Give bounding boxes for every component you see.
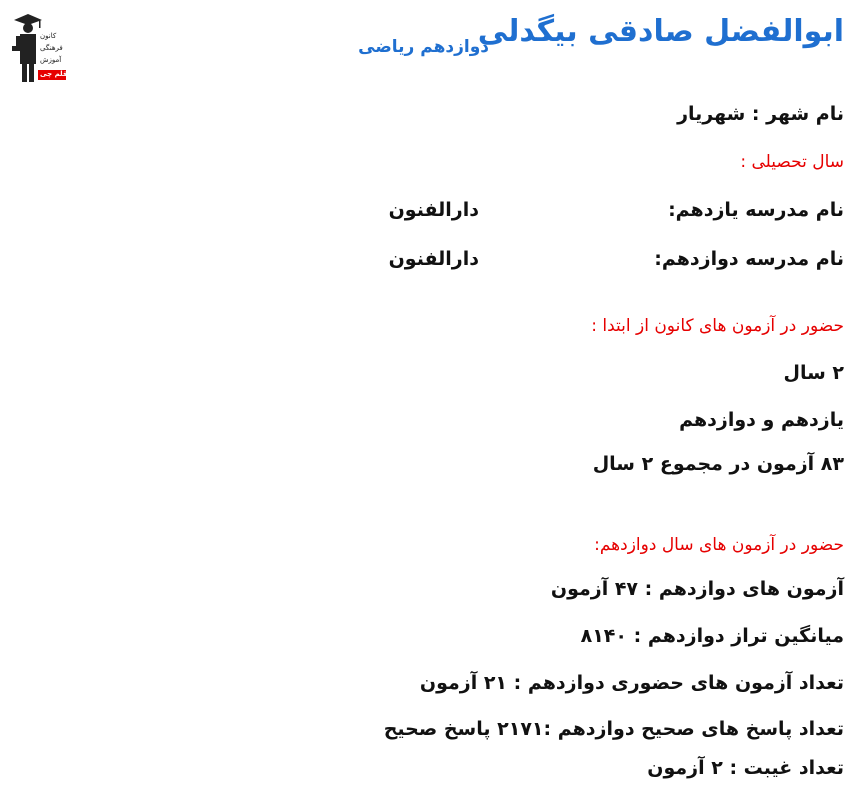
grade12-heading: حضور در آزمون های سال دوازدهم: bbox=[594, 535, 844, 555]
logo-line-1: کانون bbox=[40, 32, 57, 40]
total-exams: ۸۳ آزمون در مجموع ۲ سال bbox=[592, 453, 844, 475]
grade12-in-person: تعداد آزمون های حضوری دوازدهم : ۲۱ آزمون bbox=[419, 672, 844, 694]
logo-line-2: فرهنگی bbox=[40, 44, 63, 52]
grade-field: دوازدهم ریاضی bbox=[358, 37, 489, 57]
logo-line-3: آموزش bbox=[40, 56, 62, 64]
school11-label: نام مدرسه یازدهم: bbox=[668, 199, 844, 221]
grade12-exams: آزمون های دوازدهم : ۴۷ آزمون bbox=[550, 578, 844, 600]
grade12-correct-answers: تعداد پاسخ های صحیح دوازدهم :۲۱۷۱ پاسخ صحیح bbox=[383, 718, 844, 740]
since-start-heading: حضور در آزمون های کانون از ابتدا : bbox=[591, 316, 844, 336]
kanoon-logo bbox=[8, 12, 70, 86]
school12-label: نام مدرسه دوازدهم: bbox=[654, 248, 844, 270]
academic-year-label: سال تحصیلی : bbox=[740, 152, 844, 172]
student-name: ابوالفضل صادقی بیگدلی bbox=[477, 14, 844, 49]
school11-value: دارالفنون bbox=[388, 199, 479, 221]
grade12-avg-score: میانگین تراز دوازدهم : ۸۱۴۰ bbox=[580, 625, 844, 647]
grades-covered: یازدهم و دوازدهم bbox=[679, 409, 844, 431]
school12-value: دارالفنون bbox=[388, 248, 479, 270]
grade12-absences: تعداد غیبت : ۲ آزمون bbox=[647, 757, 844, 779]
years-count: ۲ سال bbox=[783, 362, 844, 384]
city-line: نام شهر : شهریار bbox=[677, 103, 844, 125]
logo-badge: قلم چی bbox=[40, 70, 68, 78]
